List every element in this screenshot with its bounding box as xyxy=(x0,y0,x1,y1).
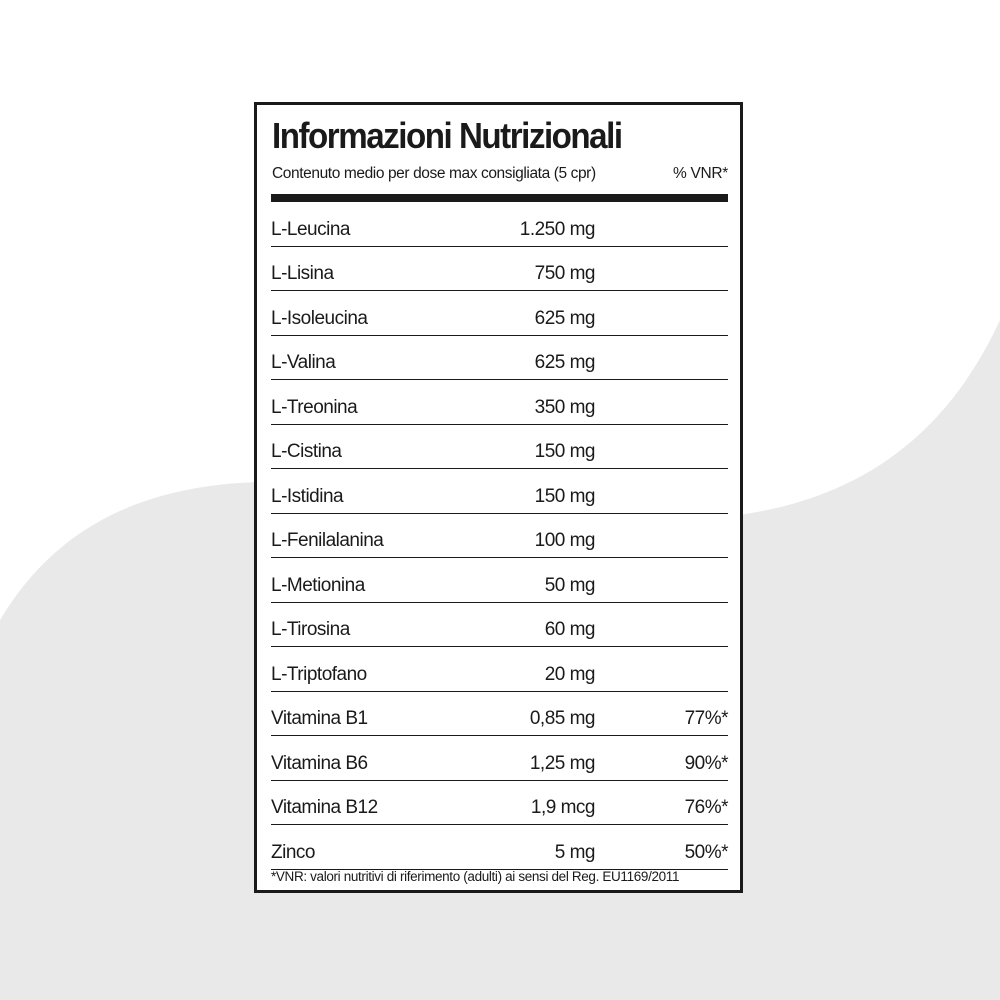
nutrient-vnr: 77%* xyxy=(684,708,728,729)
nutrient-row xyxy=(271,247,728,292)
nutrient-amount: 1,25 mg xyxy=(529,752,595,774)
nutrient-amount: 150 mg xyxy=(534,485,595,507)
nutrient-amount: 750 mg xyxy=(534,263,595,284)
nutrient-name: Vitamina B1 xyxy=(271,708,368,729)
nutrient-name: L-Cistina xyxy=(271,441,342,462)
nutrient-vnr: 76%* xyxy=(684,797,728,818)
nutrient-row xyxy=(271,558,728,603)
nutrient-amount: 350 mg xyxy=(534,396,595,418)
nutrient-vnr: 90%* xyxy=(684,752,728,774)
nutrient-name: L-Istidina xyxy=(271,485,344,507)
nutrient-amount: 0,85 mg xyxy=(529,708,595,729)
nutrient-amount: 100 mg xyxy=(534,530,595,551)
nutrient-row xyxy=(271,781,728,826)
nutrient-name: L-Treonina xyxy=(271,396,358,418)
nutrient-name: L-Isoleucina xyxy=(271,307,368,329)
nutrient-name: L-Leucina xyxy=(271,218,350,240)
nutrient-name: Zinco xyxy=(271,841,315,863)
nutrient-name: L-Lisina xyxy=(271,263,334,284)
nutrient-row xyxy=(271,825,728,870)
nutrient-row xyxy=(271,647,728,692)
vnr-column-header: % VNR* xyxy=(672,165,728,182)
nutrient-amount: 20 mg xyxy=(544,663,595,685)
nutrient-amount: 1,9 mcg xyxy=(530,797,595,818)
label-title: Informazioni Nutrizionali xyxy=(272,115,622,156)
nutrient-row xyxy=(271,291,728,336)
nutrient-amount: 1.250 mg xyxy=(519,218,595,240)
nutrient-amount: 50 mg xyxy=(544,574,595,596)
serving-description: Contenuto medio per dose max consigliata (5 cpr) xyxy=(272,165,596,182)
nutrient-table xyxy=(271,202,728,870)
nutrient-row xyxy=(271,202,728,247)
nutrient-name: L-Triptofano xyxy=(271,663,367,685)
nutrient-amount: 625 mg xyxy=(534,352,595,373)
nutrient-amount: 150 mg xyxy=(534,441,595,462)
nutrient-row xyxy=(271,425,728,470)
nutrient-row xyxy=(271,469,728,514)
nutrient-amount: 5 mg xyxy=(554,841,595,863)
nutrient-name: L-Metionina xyxy=(271,574,365,596)
nutrient-name: L-Fenilalanina xyxy=(271,530,384,551)
nutrient-name: Vitamina B12 xyxy=(271,797,378,818)
nutrient-amount: 60 mg xyxy=(544,619,595,640)
nutrient-row xyxy=(271,692,728,737)
nutrient-name: Vitamina B6 xyxy=(271,752,368,774)
nutrient-name: L-Valina xyxy=(271,352,336,373)
nutrient-row xyxy=(271,514,728,559)
vnr-footnote: *VNR: valori nutritivi di riferimento (adulti) ai sensi del Reg. EU1169/2011 xyxy=(271,869,680,884)
nutrient-amount: 625 mg xyxy=(534,307,595,329)
nutrient-row xyxy=(271,336,728,381)
nutrient-vnr: 50%* xyxy=(684,841,728,863)
header-divider xyxy=(271,194,728,202)
nutrition-facts-panel xyxy=(254,102,743,893)
nutrient-name: L-Tirosina xyxy=(271,619,350,640)
nutrient-row xyxy=(271,736,728,781)
nutrient-row xyxy=(271,603,728,648)
nutrient-row xyxy=(271,380,728,425)
